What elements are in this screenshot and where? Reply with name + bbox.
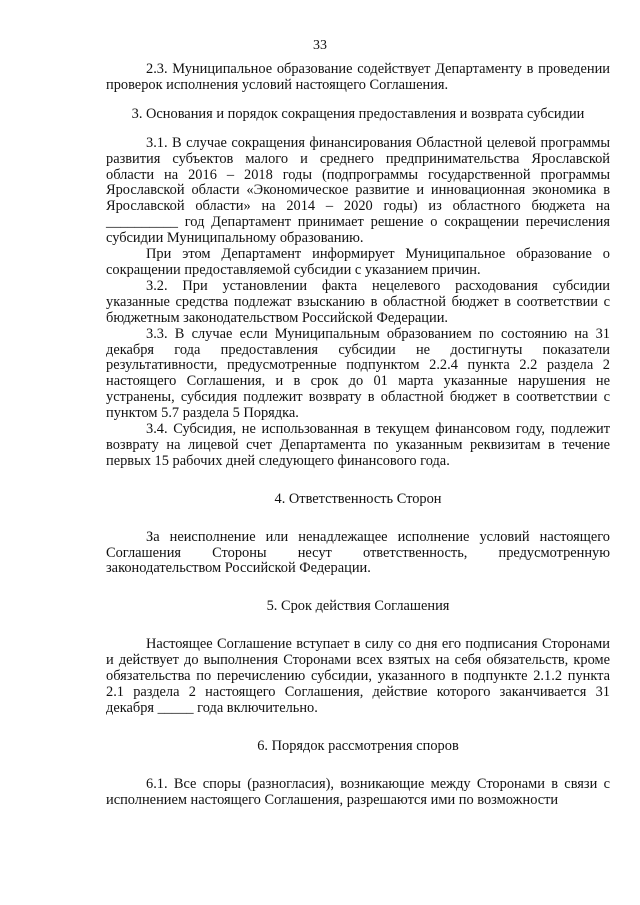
page-content [106,62,610,809]
section-heading-5: 5. Срок действия Соглашения [266,598,450,615]
paragraph-3-4: 3.4. Субсидия, не использованная в текущем финансовом году, подлежит возврату на лицевой счет Департамента по указанным реквизитам в течение первых 15 рабочих дней следующего финансового года. [106,421,610,469]
paragraph-2-3: 2.3. Муниципальное образование содействует Департаменту в проведении проверок исполнения условий настоящего Соглашения. [106,61,610,93]
section-heading-4: 4. Ответственность Сторон [274,490,442,507]
paragraph-4: За неисполнение или ненадлежащее исполнение условий настоящего Соглашения Стороны несут ответственность, предусмотренную законодательством Российской Федерации. [106,528,610,577]
paragraph-3-1-note: При этом Департамент информирует Муниципальное образование о сокращении предоставляемой субсидии с указанием причин. [106,246,610,278]
paragraph-3-2: 3.2. При установлении факта нецелевого расходования субсидии указанные средства подлежат взысканию в областной бюджет в соответствии с бюджетным законодательством Российской Федерации. [106,277,610,326]
section-heading-6: 6. Порядок рассмотрения споров [257,737,459,754]
paragraph-3-1: 3.1. В случае сокращения финансирования Областной целевой программы развития субъектов малого и среднего предпринимательства Ярославской области на 2016 – 2018 годы (подпрограммы государственной программы Ярославской области «Экономическое развитие и инновационная экономика в Ярославской области» на 2014 – 2020 годы) из областного бюджета на __________ год Департамент принимает решение о сокращении перечисления субсидии Муниципальному образованию. [106,134,610,247]
paragraph-5: Настоящее Соглашение вступает в силу со дня его подписания Сторонами и действует до выполнения Сторонами всех взятых на себя обязательств, кроме обязательства по перечислению субсидии, указанного в подпункте 2.1.2 пункта 2.1 раздела 2 настоящего Соглашения, действие которого заканчивается 31 декабря _____ года включительно. [106,636,610,716]
page-number: 33 [313,38,327,53]
paragraph-6-1: 6.1. Все споры (разногласия), возникающие между Сторонами в связи с исполнением настоящего Соглашения, разрешаются ими по возможности [106,775,610,808]
section-heading-3: 3. Основания и порядок сокращения предоставления и возврата субсидии [131,105,585,122]
paragraph-3-3: 3.3. В случае если Муниципальным образованием по состоянию на 31 декабря года предоставления субсидии не достигнуты показатели результативности, предусмотренные подпунктом 2.2.4 пункта 2.2 раздела 2 настоящего Соглашения, и в срок до 01 марта указанные нарушения не устранены, субсидия подлежит возврату в областной бюджет в соответствии с пунктом 5.7 раздела 5 Порядка. [106,325,610,422]
